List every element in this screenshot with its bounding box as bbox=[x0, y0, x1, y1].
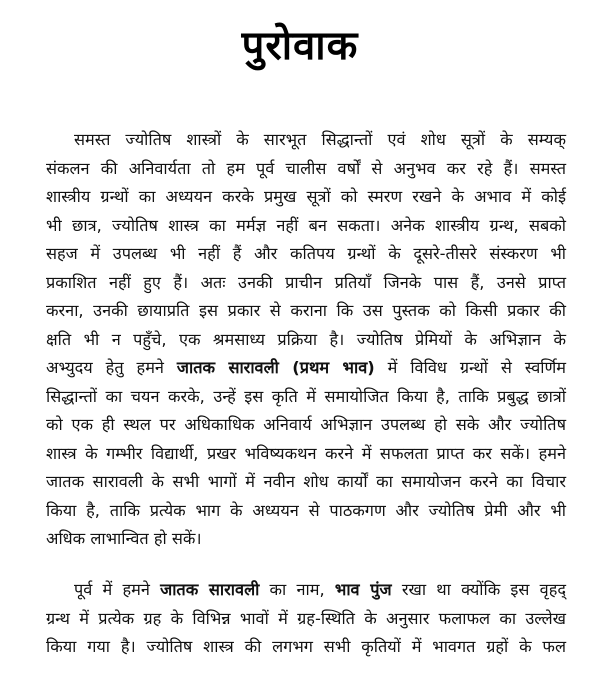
paragraph-line: किया है, ताकि प्रत्येक भाग के अध्ययन से पाठकगण और ज्योतिष प्रेमी और भी bbox=[46, 500, 566, 520]
paragraph-line: सहज में उपलब्ध भी नहीं हैं और कतिपय ग्रन्थों के दूसरे-तीसरे संस्करण भी bbox=[46, 244, 566, 263]
text-run: का नाम, bbox=[259, 580, 335, 599]
paragraph-line: समस्त ज्योतिष शास्त्रों के सारभूत सिद्धान्तों एवं शोध सूत्रों के सम्यक् bbox=[74, 130, 566, 149]
paragraph-line: प्रकाशित नहीं हुए हैं। अतः उनकी प्राचीन प्रतियाँ जिनके पास हैं, उनसे प्राप्त bbox=[46, 272, 566, 292]
paragraph-line bbox=[46, 354, 566, 383]
paragraph-line: क्षति भी न पहुँचे, एक श्रमसाध्य प्रक्रिया है। ज्योतिष प्रेमियों के अभिज्ञान के bbox=[46, 329, 566, 349]
text-run: में विविध ग्रन्थों से स्वर्णिम bbox=[374, 358, 566, 377]
paragraph-line: अधिक लाभान्वित हो सकें। bbox=[46, 529, 202, 548]
alt-title-bold: भाव पुंज bbox=[334, 580, 392, 599]
paragraph-2 bbox=[46, 576, 566, 662]
paragraph-line: सिद्धान्तों का चयन करके, उन्हें इस कृति में समायोजित किया है, ताकि प्रबुद्ध छात्रों bbox=[46, 386, 566, 406]
text-run: रखा था क्योंकि इस वृहद् bbox=[391, 580, 566, 599]
paragraph-1 bbox=[46, 126, 566, 554]
book-title-bold: जातक सारावली bbox=[160, 580, 260, 599]
text-run: अभ्युदय हेतु हमने bbox=[46, 358, 177, 377]
text-run: पूर्व में हमने bbox=[74, 580, 161, 599]
paragraph-line: शास्त्रीय ग्रन्थों का अध्ययन करके प्रमुख सूत्रों को स्मरण रखने के अभाव में कोई bbox=[46, 187, 566, 206]
paragraph-line: शास्त्र के गम्भीर विद्यार्थी, प्रखर भविष्यकथन करने में सफलता प्राप्त कर सकें। हमने bbox=[46, 443, 566, 463]
paragraph-line: भी छात्र, ज्योतिष शास्त्र का मर्मज्ञ नहीं बन सकता। अनेक शास्त्रीय ग्रन्थ, सबको bbox=[46, 215, 566, 235]
paragraph-line: करना, उनकी छायाप्रति इस प्रकार से कराना कि उस पुस्तक को किसी प्रकार की bbox=[46, 301, 566, 320]
book-title-bold: जातक सारावली (प्रथम भाव) bbox=[176, 358, 375, 377]
page-title: पुरोवाक bbox=[241, 23, 359, 69]
paragraph-line: जातक सारावली के सभी भागों में नवीन शोध कार्यों का समायोजन करने का विचार bbox=[46, 472, 566, 491]
paragraph-line bbox=[46, 576, 566, 605]
paragraph-line: किया गया है। ज्योतिष शास्त्र की लगभग सभी कृतियों में भावगत ग्रहों के फल bbox=[46, 637, 566, 656]
paragraph-line: को एक ही स्थल पर अधिकाधिक अनिवार्य अभिज्ञान उपलब्ध हो सके और ज्योतिष bbox=[46, 415, 566, 434]
paragraph-line: ग्रन्थ में प्रत्येक ग्रह के विभिन्न भावों में ग्रह-स्थिति के अनुसार फलाफल का उल्लेख bbox=[46, 608, 566, 628]
paragraph-line: संकलन की अनिवार्यता तो हम पूर्व चालीस वर्षों से अनुभव कर रहे हैं। समस्त bbox=[46, 158, 566, 178]
